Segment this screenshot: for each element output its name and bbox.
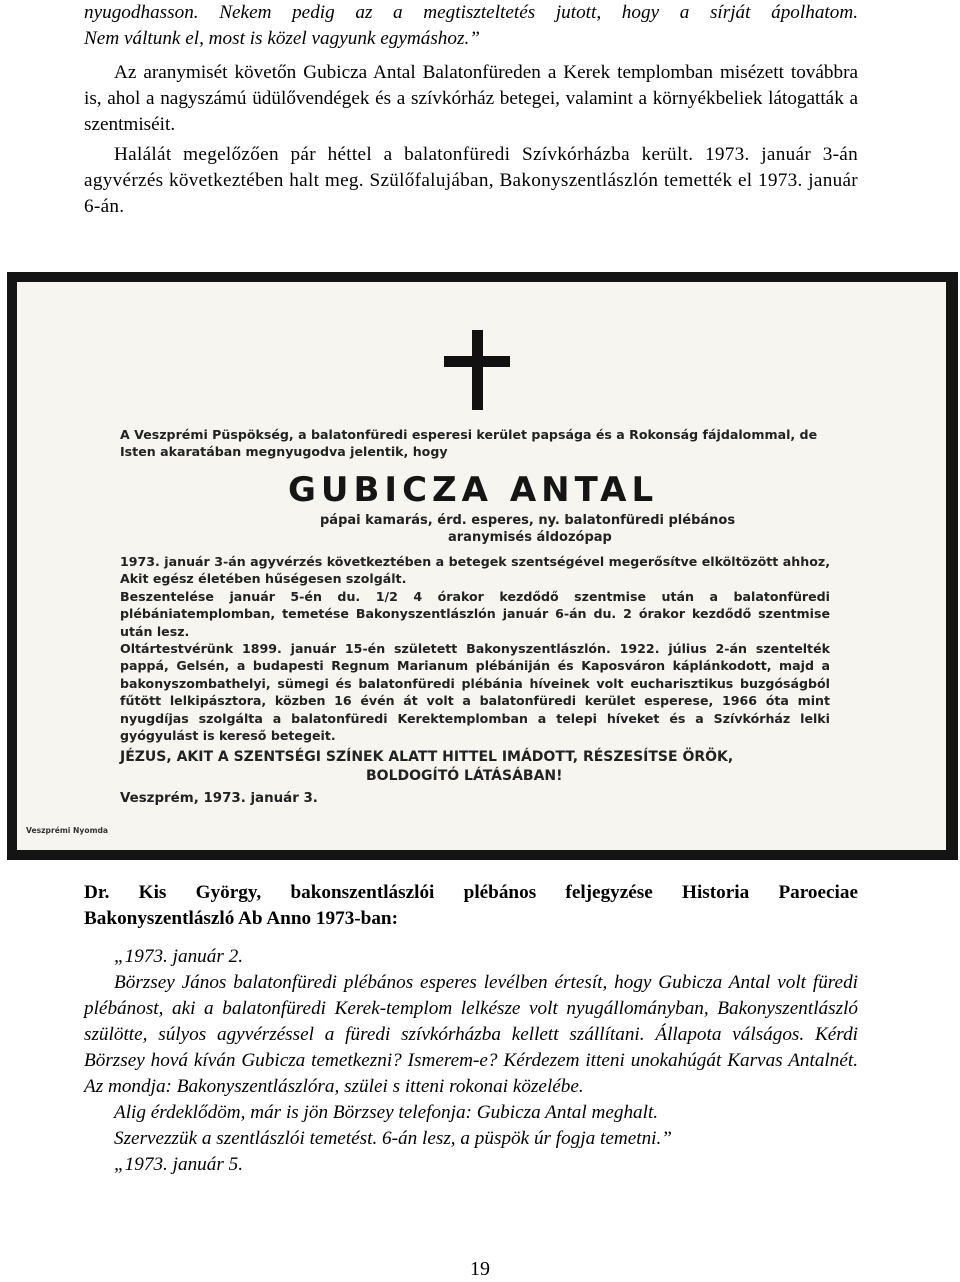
notice-rank-2: aranymisés áldozópap bbox=[448, 530, 612, 545]
notice-biography: Oltártestvérünk 1899. január 15-én született Bakonyszentlászlón. 1922. július 2-án szentelték pappá, Gelsén, a budapesti Regnum Marianum plébániján és Kaposváron káplánkodott, majd a bakonyszombathelyi, sümegi és balatonfüredi plébánia híveinek volt eucharisztikus buzgóságból fűtött lelkipásztora, közben 16 évén át volt a balatonfüredi kerület esperese, 1966 óta mint nyugdíjas szolgálta a balatonfüredi Kerektemplomban a telepi híveket és a Szívkórház lelki gyógyulást is kereső betegeit. bbox=[120, 641, 830, 744]
notice-prayer-line-2: BOLDOGÍTÓ LÁTÁSÁBAN! bbox=[366, 768, 563, 784]
paragraph-death-text: Halálát megelőzően pár héttel a balatonfüredi Szívkórházba került. 1973. január 3-án agyvérzés következtében halt meg. Szülőfalujában, Bakonyszentlászlón temették el 1973. január 6-án. bbox=[84, 144, 858, 217]
top-line-1: nyugodhasson. Nekem pedig az a megtiszteltetés jutott, hogy a sírját ápolhatom. bbox=[84, 2, 858, 23]
notice-rank: pápai kamarás, érd. esperes, ny. balatonfüredi plébános bbox=[320, 513, 736, 528]
page-number: 19 bbox=[470, 1258, 490, 1280]
notice-name: GUBICZA ANTAL bbox=[288, 470, 659, 510]
top-line-2: Nem váltunk el, most is közel vagyunk egymáshoz.” bbox=[84, 28, 480, 49]
notice-place-date: Veszprém, 1973. január 3. bbox=[120, 791, 318, 806]
notice-prayer-line-1: JÉZUS, AKIT A SZENTSÉGI SZÍNEK ALATT HITTEL IMÁDOTT, RÉSZESÍTSE ÖRÖK, bbox=[120, 749, 734, 765]
notice-death: 1973. január 3-án agyvérzés következtében a betegek szentségével megerősítve elköltözött ahhoz, Akit egész életében hűségesen szolgált. bbox=[120, 554, 830, 587]
diary-entry-3: Szervezzük a szentlászlói temetést. 6-án lesz, a püspök úr fogja temetni.” bbox=[114, 1128, 672, 1149]
diary-quote bbox=[84, 944, 858, 1178]
notice-intro: A Veszprémi Püspökség, a balatonfüredi esperesi kerület papsága és a Rokonság fájdalommal, de Isten akaratában megnyugodva jelentik, hogy bbox=[120, 427, 818, 460]
caption-line-1: Dr. Kis György, bakonszentlászlói plébános feljegyzése Historia Paroeciae bbox=[84, 882, 858, 903]
diary-entry-2: Alig érdeklődöm, már is jön Börzsey telefonja: Gubicza Antal meghalt. bbox=[114, 1102, 659, 1123]
notice-body bbox=[120, 553, 830, 744]
notice-prayer bbox=[120, 748, 830, 786]
diary-date-2: „1973. január 5. bbox=[114, 1154, 244, 1175]
caption-line-2: Bakonyszentlászló Ab Anno 1973-ban: bbox=[84, 908, 398, 929]
paragraph-death bbox=[84, 142, 858, 220]
paragraph-mass-text: Az aranymisét követőn Gubicza Antal Balatonfüreden a Kerek templomban misézett továbbra is, ahol a nagyszámú üdülővendégek és a szívkórház betegei, valamint a környékbeliek látogatták a szentmiséit. bbox=[84, 62, 858, 135]
top-text bbox=[84, 0, 858, 52]
cross-icon bbox=[444, 330, 510, 410]
notice-funeral: Beszentelése január 5-én du. 1/2 4 órakor kezdődő szentmise után a balatonfüredi plébániatemplomban, temetése Bakonyszentlászlón január 6-án du. 2 órakor kezdődő szentmise után lesz. bbox=[120, 588, 830, 639]
notice-printer: Veszprémi Nyomda bbox=[26, 826, 109, 835]
paragraph-mass bbox=[84, 60, 858, 138]
diary-date-1: „1973. január 2. bbox=[114, 946, 244, 967]
diary-entry-1: Börzsey János balatonfüredi plébános esperes levélben értesít, hogy Gubicza Antal volt füredi plébánost, aki a balatonfüredi Kerek-templom lelkésze volt nyugállományban, Bakonyszentlászló szülötte, súlyos agyvérzéssel a füredi szívkórházba kellett szállítani. Állapota válságos. Kérdi Börzsey hová kíván Gubicza temetkezni? Ismerem-e? Kérdezem itteni unokahúgát Karvas Antalnét. Az mondja: Bakonyszentlászlóra, szülei s itteni rokonai közelébe. bbox=[84, 972, 858, 1097]
caption-heading bbox=[84, 880, 858, 932]
